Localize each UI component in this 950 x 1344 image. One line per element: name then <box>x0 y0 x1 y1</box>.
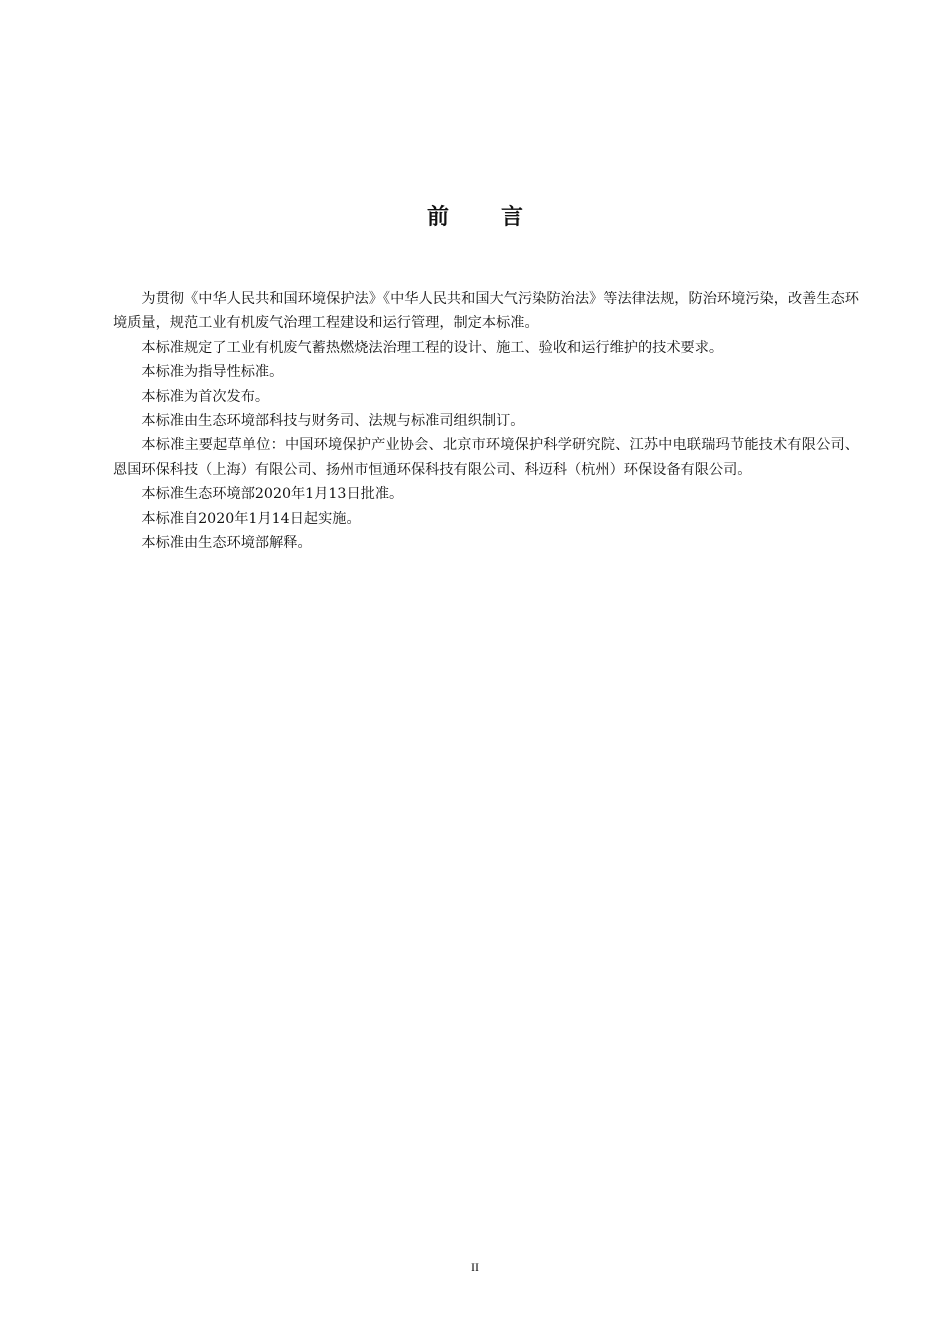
paragraph-interpretation: 本标准由生态环境部解释。 <box>141 535 312 552</box>
paragraph-purpose: 为贯彻《中华人民共和国环境保护法》《中华人民共和国大气污染防治法》等法律法规，防治环境污染，改善生态环境质量，规范工业有机废气治理工程建设和运行管理，制定本标准。 <box>113 291 859 332</box>
paragraph-nature: 本标准为指导性标准。 <box>141 364 284 381</box>
foreword-body <box>113 287 859 555</box>
paragraph-drafting-units: 本标准主要起草单位：中国环境保护产业协会、北京市环境保护科学研究院、江苏中电联瑞玛节能技术有限公司、恩国环保科技（上海）有限公司、扬州市恒通环保科技有限公司、科迈科（杭州）环保设备有限公司。 <box>113 437 859 478</box>
paragraph-first-release: 本标准为首次发布。 <box>141 388 270 405</box>
paragraph-organizer: 本标准由生态环境部科技与财务司、法规与标准司组织制订。 <box>141 413 525 430</box>
title-char-1: 前 <box>426 205 449 230</box>
title-char-2: 言 <box>501 205 524 230</box>
paragraph-scope: 本标准规定了工业有机废气蓄热燃烧法治理工程的设计、施工、验收和运行维护的技术要求。 <box>141 339 724 356</box>
page-title <box>0 203 950 233</box>
paragraph-approval-date: 本标准生态环境部2020年1月13日批准。 <box>141 486 404 503</box>
page-number: II <box>471 1260 479 1274</box>
paragraph-effective-date: 本标准自2020年1月14日起实施。 <box>141 510 361 527</box>
